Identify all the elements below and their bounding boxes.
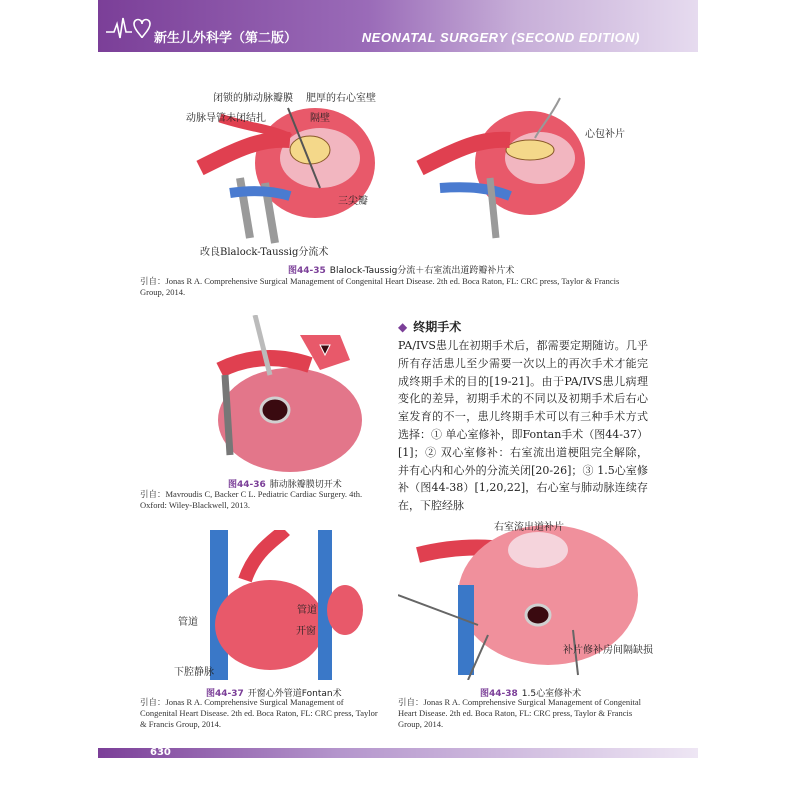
- caption-number: 图44-37: [206, 689, 244, 699]
- label-conduit-right: 管道: [297, 605, 317, 616]
- figure-44-35-illustration: [180, 78, 640, 258]
- section-body-text: PA/IVS患儿在初期手术后，都需要定期随访。几乎所有存活患儿至少需要一次以上的再次手术才能完成终期手术的目的[19-21]。由于PA/IVS患儿病理变化的差异，初期手术的不同以及初期手术后右心室发育的不一，患儿终期手术可以有三种手术方式选择：① 单心室修补，即Fontan手术（图44-37）[1]；② 双心室修补：右室流出道梗阻完全解除，并有心内和心外的分流关闭[20-26]；③ 1.5心室修补（图44-38）[1,20,22]，右心室与肺动脉连续存在，下腔经脉: [398, 339, 649, 513]
- page-number: 630: [150, 747, 171, 758]
- caption-number: 图44-36: [228, 480, 266, 490]
- section-title: 终期手术: [413, 320, 462, 334]
- book-title-cn: 新生儿外科学（第二版）: [154, 31, 298, 46]
- page-footer-bar: [98, 748, 698, 758]
- caption-text: 1.5心室修补术: [521, 689, 582, 699]
- caption-text: 肺动脉瓣膜切开术: [269, 480, 342, 490]
- figure-44-35-caption: [288, 263, 514, 276]
- figure-44-38-reference: 引自：Jonas R A. Comprehensive Surgical Management of Congenital Heart Disease. 2th ed. Boca Raton, FL: CRC press, Taylor & Francis Group, 2014.: [398, 697, 642, 729]
- label-conduit: 管道: [178, 617, 198, 628]
- label-ivc: 下腔静脉: [174, 667, 214, 678]
- figure-44-37-reference: 引自：Jonas R A. Comprehensive Surgical Management of Congenital Heart Disease. 2th ed. Boca Raton, FL: CRC press, Taylor & Francis Group, 2014.: [140, 697, 378, 729]
- label-pericardial-patch: 心包补片: [585, 129, 625, 140]
- caption-number: 图44-35: [288, 266, 326, 276]
- caption-number: 图44-38: [480, 689, 518, 699]
- caption-text: Blalock-Taussig分流＋右室流出道跨瓣补片术: [329, 266, 515, 276]
- label-rvot-patch: 右室流出道补片: [494, 522, 564, 533]
- figure-44-36-illustration: [190, 315, 370, 475]
- label-bt-shunt: 改良Blalock-Taussig分流术: [200, 247, 329, 258]
- heartbeat-logo-icon: [106, 10, 151, 45]
- label-atretic-valve: 闭锁的肺动脉瓣膜: [213, 93, 293, 104]
- label-tricuspid: 三尖瓣: [338, 196, 368, 207]
- section-heading: [398, 318, 461, 335]
- book-title-en: NEONATAL SURGERY (SECOND EDITION): [361, 30, 640, 45]
- caption-text: 开窗心外管道Fontan术: [247, 689, 342, 699]
- label-pda-ligation: 动脉导管未闭结扎: [186, 113, 266, 124]
- diamond-bullet-icon: ◆: [398, 320, 408, 334]
- label-hypertrophic-rv-wall: 肥厚的右心室壁: [306, 93, 376, 104]
- label-septum: 隔壁: [310, 113, 330, 124]
- figure-44-36-reference: 引自：Mavroudis C, Backer C L. Pediatric Cardiac Surgery. 4th. Oxford: Wiley-Blackwell, 2013.: [140, 489, 363, 510]
- figure-44-37-illustration: [175, 530, 375, 680]
- label-fenestration: 开窗: [296, 626, 316, 637]
- label-asd-patch: 补片修补房间隔缺损: [563, 645, 653, 656]
- figure-44-35-reference: 引自：Jonas R A. Comprehensive Surgical Management of Congenital Heart Disease. 2th ed. Boca Raton, FL: CRC press, Taylor & Francis Group, 2014.: [140, 276, 620, 297]
- page-header: [98, 0, 698, 52]
